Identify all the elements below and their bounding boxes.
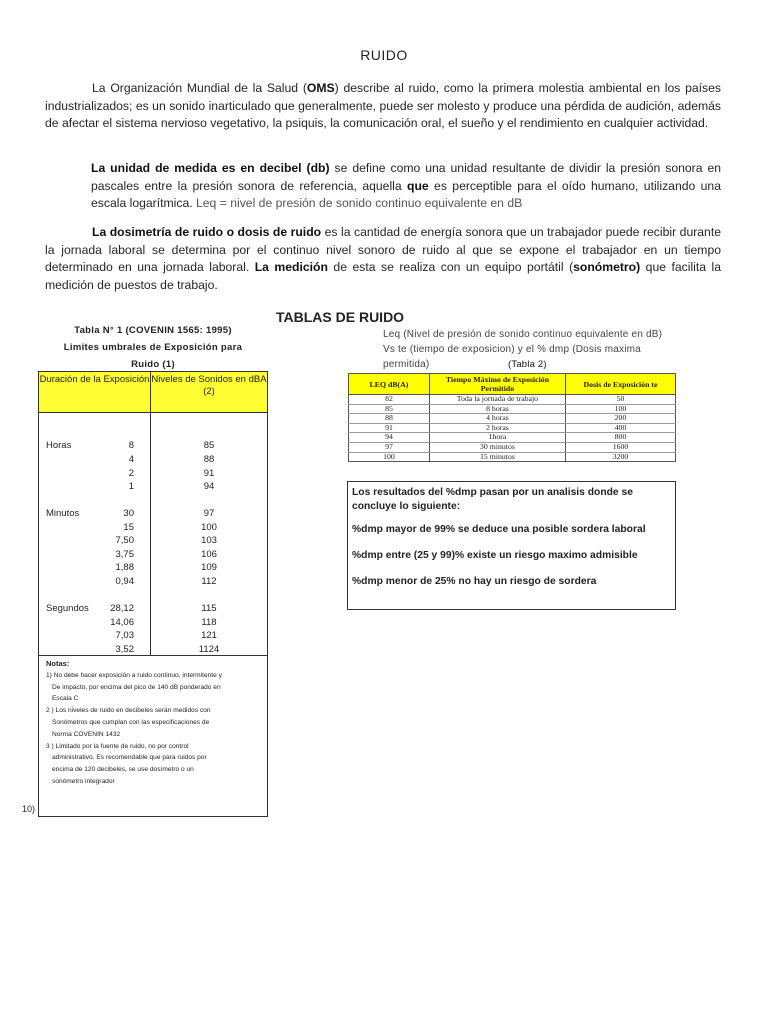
- p2-text-1: se define como una unidad resultante de dividir la presión sonora en pascales entre la presión sonora de referencia, aquella: [91, 161, 721, 193]
- note-2b: Sonómetros que cumplan con las especificaciones de: [52, 718, 210, 726]
- table2-row: [349, 442, 676, 452]
- table2-cell-dose: 200: [565, 414, 675, 424]
- notes-title: Notas:: [46, 659, 70, 668]
- table1-caption-line3: Ruido (1): [131, 359, 175, 370]
- table2-header-time: Tiempo Máximo de Exposición Permitido: [429, 374, 565, 395]
- note-1c: Escala C: [52, 695, 79, 703]
- table2-cell-leq: 88: [349, 414, 430, 424]
- p2-bold-1: La unidad de medida es en decibel (db): [91, 161, 330, 175]
- table1-row-duration: 1: [128, 481, 134, 492]
- table1-header-levels-text: Niveles de Sonidos en dBA: [151, 374, 267, 385]
- note-3c: encima de 120 decibeles, se use dosímetro o un: [52, 766, 194, 774]
- table1-row-duration: 28,12: [110, 603, 134, 614]
- table1: [38, 371, 268, 817]
- table1-header-levels-note: (2): [203, 386, 215, 397]
- table1-row-level: 103: [201, 535, 217, 546]
- table2-cell-time: 1hora: [429, 433, 565, 443]
- table1-row-level: 1124: [198, 643, 220, 655]
- note-3d: sonómetro integrador: [52, 777, 115, 785]
- table2-cell-time: 15 minutos: [429, 452, 565, 462]
- table2-cell-leq: 82: [349, 395, 430, 405]
- intro-paragraph: [45, 80, 721, 133]
- table2-header-dose: Dosis de Exposición te: [565, 374, 675, 395]
- table1-row: [39, 616, 267, 630]
- table2-cell-leq: 91: [349, 423, 430, 433]
- table1-row: [39, 548, 267, 562]
- unit-paragraph: [91, 160, 721, 213]
- table2: [348, 373, 676, 462]
- table2-cell-time: 8 horas: [429, 404, 565, 414]
- p3-text-3: que facilita la medición de puestos de trabajo.: [45, 260, 722, 292]
- table2-cell-leq: 97: [349, 442, 430, 452]
- note-1a: 1) No debe hacer exposición a ruido continuo, intermitente y: [46, 671, 222, 679]
- table1-row: [39, 467, 267, 481]
- p3-bold-1: La dosimetría de ruido o dosis de ruido: [92, 225, 322, 239]
- table1-row-level: 112: [201, 575, 217, 587]
- table2-row: [349, 404, 676, 414]
- table1-row: [39, 453, 267, 467]
- page-title: RUIDO: [360, 47, 408, 63]
- table2-cell-time: Toda la jornada de trabajo: [429, 395, 565, 405]
- table1-row-duration: 30: [123, 508, 134, 519]
- table1-row-label: Segundos: [46, 603, 89, 614]
- p2-text-3: Leq = nivel de presión de sonido continuo equivalente en dB: [192, 196, 523, 210]
- table2-row: [349, 423, 676, 433]
- p3-bold-2: La medición: [254, 260, 328, 274]
- table2-body: [349, 395, 676, 462]
- table2-row: [349, 395, 676, 405]
- table1-row: [39, 602, 267, 616]
- table1-row-label: Horas: [46, 440, 72, 451]
- table1-row-duration: 4: [128, 454, 134, 465]
- table2-cell-leq: 85: [349, 404, 430, 414]
- table1-row-level: 118: [201, 616, 217, 628]
- table1-header: [39, 372, 267, 413]
- table1-row: [39, 561, 267, 575]
- p2-bold-2: que: [407, 178, 429, 193]
- table1-row-level: 94: [203, 481, 215, 492]
- table1-row-duration: 2: [128, 467, 134, 479]
- table1-row: [39, 643, 267, 657]
- table2-cell-leq: 94: [349, 433, 430, 443]
- conclusion-line-3: %dmp menor de 25% no hay un riesgo de sordera: [352, 576, 597, 587]
- table1-row-duration: 15: [123, 521, 134, 533]
- table1-row-level: 85: [203, 440, 215, 451]
- table1-row-duration: 14,06: [110, 616, 134, 628]
- table1-row-duration: 8: [128, 440, 134, 451]
- table2-caption-text: Leq (Nivel de presión de sonido continuo equivalente en dB) Vs te (tiempo de exposicion) y el % dmp (Dosis maxima permitida): [383, 329, 663, 370]
- side-number: 10): [22, 804, 36, 814]
- table2-cell-dose: 3200: [565, 452, 675, 462]
- table1-row-level: 115: [201, 603, 217, 614]
- note-3a: 3 ) Limitado por la fuente de ruido, no por control: [46, 742, 189, 750]
- table1-row-duration: 0,94: [115, 575, 134, 587]
- table2-cell-dose: 400: [565, 423, 675, 433]
- table1-caption-line2: Limites umbrales de Exposición para: [63, 342, 243, 353]
- p2-text-2: es perceptible para el oído humano, utilizando una escala logarítmica.: [91, 178, 721, 210]
- table2-cell-time: 4 horas: [429, 414, 565, 424]
- table2-cell-leq: 100: [349, 452, 430, 462]
- note-3b: administrativo. Es recomendable que para ruidos por: [52, 754, 207, 762]
- table1-header-duration: Duración de la Exposición: [39, 374, 150, 385]
- p3-bold-3: sonómetro): [573, 260, 641, 274]
- table2-cell-dose: 1600: [565, 442, 675, 452]
- table1-row: [39, 521, 267, 535]
- table1-row-level: 121: [201, 630, 217, 641]
- table1-row: [39, 629, 267, 643]
- table1-row-level: 91: [203, 467, 215, 479]
- table1-row: [39, 480, 267, 494]
- table2-cell-dose: 800: [565, 433, 675, 443]
- table2-cell-time: 30 minutos: [429, 442, 565, 452]
- p1-text-2: ) describe al ruido, como la primera molestia ambiental en los países industrializados; es un sonido inarticulado que generalmente, puede ser molesto y produce una pérdida de audición, además de afectar el sistema nervioso vegetativo, la psiquis, la comunicación oral, el sueño y el rendimiento en cualquier actividad.: [45, 81, 721, 130]
- table2-cell-time: 2 horas: [429, 423, 565, 433]
- table1-row-duration: 3,75: [115, 548, 134, 560]
- table2-row: [349, 452, 676, 462]
- table1-row-duration: 1,88: [115, 562, 134, 573]
- table1-row-duration: 3,52: [115, 643, 134, 655]
- dosimetry-paragraph: [45, 224, 721, 294]
- conclusion-line-2: %dmp entre (25 y 99)% existe un riesgo maximo admisible: [352, 550, 638, 561]
- table1-row: [39, 507, 267, 521]
- table1-row-level: 97: [203, 508, 215, 519]
- conclusion-line-1: %dmp mayor de 99% se deduce una posible sordera laboral: [352, 524, 646, 535]
- table1-row-duration: 7,50: [115, 535, 134, 546]
- table1-row-level: 109: [201, 562, 217, 573]
- table1-caption-line1: Tabla N° 1 (COVENIN 1565: 1995): [74, 325, 232, 336]
- table1-row-level: 88: [203, 454, 215, 465]
- table2-cell-dose: 100: [565, 404, 675, 414]
- table2-caption: [383, 327, 673, 372]
- table1-row: [39, 575, 267, 589]
- table1-row-level: 100: [201, 521, 217, 533]
- table1-row-duration: 7,03: [115, 630, 134, 641]
- table1-row-level: 106: [201, 548, 217, 560]
- table1-row: [39, 439, 267, 453]
- table2-row: [349, 414, 676, 424]
- table2-cell-dose: 50: [565, 395, 675, 405]
- p1-oms: OMS: [306, 81, 335, 95]
- table1-row-label: Minutos: [46, 508, 80, 519]
- p3-text-1: es la cantidad de energía sonora que un trabajador puede recibir durante la jornada laboral se determina por el continuo nivel sonoro de ruido al que se expone el trabajador en un tiempo determinado en una jornada laboral.: [45, 225, 721, 274]
- conclusions-intro: Los resultados del %dmp pasan por un analisis donde se concluye lo siguiente:: [352, 487, 633, 512]
- p1-text-1: La Organización Mundial de la Salud (: [92, 81, 307, 95]
- note-2a: 2 ) Los niveles de ruido en decibeles serán medidos con: [46, 707, 211, 715]
- table1-header-levels: [151, 374, 267, 398]
- note-2c: Norma COVENIN 1432: [52, 730, 121, 738]
- table2-header-row: [349, 374, 676, 395]
- table1-caption: [38, 322, 268, 373]
- p3-text-2: de esta se realiza con un equipo portátil (: [327, 260, 574, 274]
- table1-row: [39, 534, 267, 548]
- table1-notes: [39, 655, 267, 788]
- conclusions-box: [347, 481, 676, 610]
- table2-header-leq: LEQ dB(A): [349, 374, 430, 395]
- section-title: TABLAS DE RUIDO: [276, 309, 405, 325]
- note-1b: De impacto, por encima del pico de 140 dB ponderado en: [52, 683, 221, 691]
- table2-label: (Tabla 2): [508, 359, 547, 370]
